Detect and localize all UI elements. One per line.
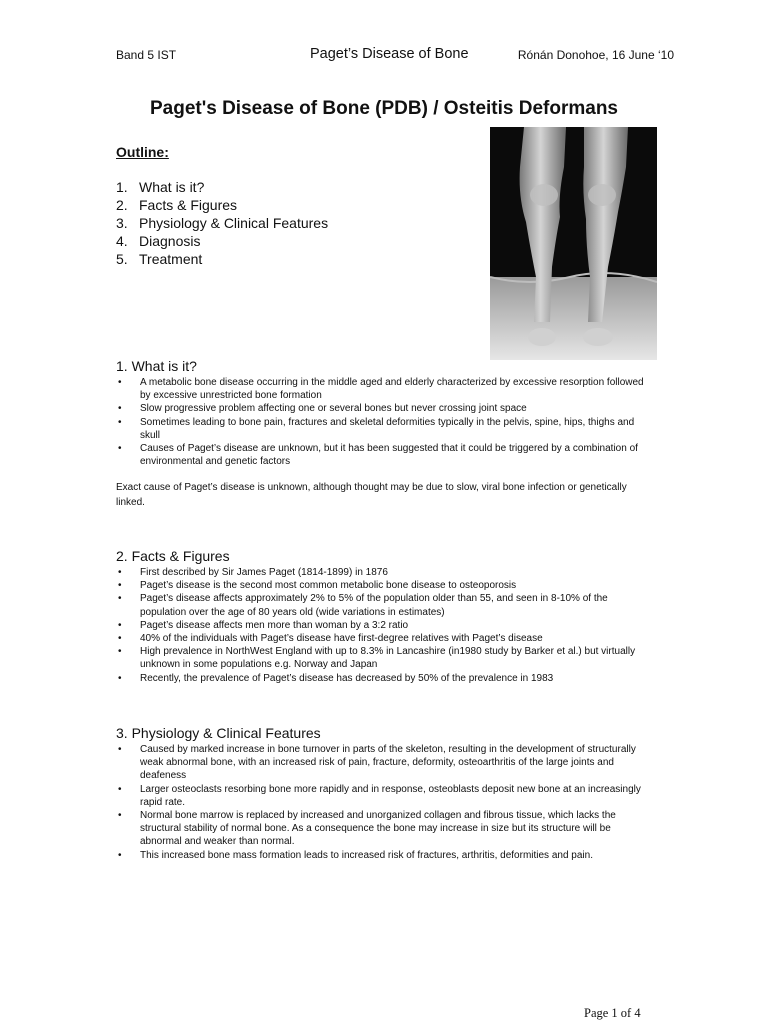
outline-item: 2. Facts & Figures [116,197,238,213]
list-item: • Sometimes leading to bone pain, fractures and skeletal deformities typically in the pelvis, spine, hips, thighs and skull [116,416,646,442]
legs-photo-illustration [490,127,657,360]
outline-heading: Outline: [116,144,169,160]
section-what-is-it-bullets [116,376,646,468]
list-item: • A metabolic bone disease occurring in the middle aged and elderly characterized by excessive resorption followed by excessive unrestricted bone formation [116,376,646,402]
list-item: • High prevalence in NorthWest England with up to 8.3% in Lancashire (in1980 study by Barker et al.) but virtually unknown in some populations e.g. Norway and Japan [116,645,646,671]
section-heading-physiology: 3. Physiology & Clinical Features [116,725,321,741]
list-item: • Caused by marked increase in bone turnover in parts of the skeleton, resulting in the development of structurally weak abnormal bone, with an increased risk of pain, fracture, deformity, osteoarthritis of the large joints and deafeness [116,743,646,783]
outline-item: 3. Physiology & Clinical Features [116,215,329,231]
outline-item: 5. Treatment [116,251,203,267]
list-item: • Paget’s disease is the second most common metabolic bone disease to osteoporosis [116,579,646,592]
running-header [116,46,674,66]
outline-list [116,178,328,268]
header-topic: Paget’s Disease of Bone [310,46,469,62]
list-item: • Slow progressive problem affecting one or several bones but never crossing joint space [116,402,646,415]
document-title: Paget's Disease of Bone (PDB) / Osteitis Deformans [149,98,619,119]
section-heading-what-is-it: 1. What is it? [116,358,197,374]
list-item: • Paget’s disease affects approximately 2% to 5% of the population older than 55, and seen in 8-10% of the population over the age of 80 years old (wide variations in estimates) [116,592,646,618]
section-heading-facts-figures: 2. Facts & Figures [116,548,230,564]
outline-item: 4. Diagnosis [116,233,201,249]
page-number: Page 1 of 4 [584,1006,641,1020]
list-item: • 40% of the individuals with Paget’s disease have first-degree relatives with Paget’s disease [116,632,646,645]
section-physiology-bullets [116,743,646,862]
list-item: • Causes of Paget’s disease are unknown, but it has been suggested that it could be triggered by a combination of environmental and genetic factors [116,442,646,468]
list-item: • Larger osteoclasts resorbing bone more rapidly and in response, osteoblasts deposit new bone at an increasingly rapid rate. [116,783,646,809]
header-course: Band 5 IST [116,48,177,62]
outline-item: 1. What is it? [116,179,205,195]
legs-deformity-photo [490,127,657,360]
list-item: • Paget’s disease affects men more than woman by a 3:2 ratio [116,619,646,632]
section-facts-bullets [116,566,646,685]
cause-paragraph: Exact cause of Paget’s disease is unknown, although thought may be due to slow, viral bone infection or genetically linked. [116,482,627,508]
list-item: • First described by Sir James Paget (1814-1899) in 1876 [116,566,646,579]
list-item: • Normal bone marrow is replaced by increased and unorganized collagen and fibrous tissue, which lacks the structural stability of normal bone. As a consequence the bone may increase in size but its structure will be abnormal and weaker than normal. [116,809,646,849]
list-item: • Recently, the prevalence of Paget’s disease has decreased by 50% of the prevalence in 1983 [116,672,646,685]
list-item: • This increased bone mass formation leads to increased risk of fractures, arthritis, deformities and pain. [116,849,646,862]
header-author-date: Rónán Donohoe, 16 June ‘10 [517,48,674,62]
